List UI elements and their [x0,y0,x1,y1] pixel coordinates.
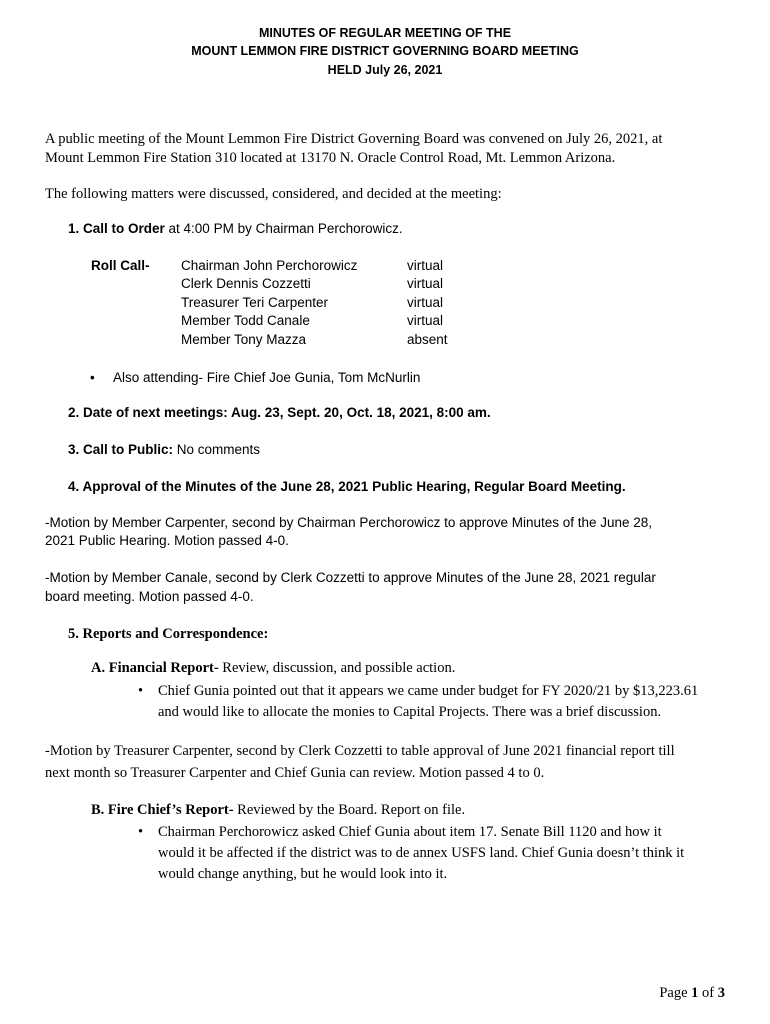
intro-paragraph-line1: A public meeting of the Mount Lemmon Fire District Governing Board was convened on July 26, 2021, at [45,131,663,147]
item-next-meetings: 2. Date of next meetings: Aug. 23, Sept. 20, Oct. 18, 2021, 8:00 am. [68,405,491,420]
item-call-to-public-label: 3. Call to Public: [68,442,174,457]
item-call-to-public [68,442,260,457]
fire-chief-report-label: B. Fire Chief’s Report- [91,802,234,818]
roll-call-member-name: Member Tony Mazza [181,332,307,347]
also-attending-text: Also attending- Fire Chief Joe Gunia, Tom McNurlin [113,370,421,385]
motion-financial-report-line1: -Motion by Treasurer Carpenter, second by Clerk Cozzetti to table approval of June 2021 financial report till [45,743,675,759]
fire-chief-report-text: Reviewed by the Board. Report on file. [233,802,466,818]
financial-report-bullet-line2: and would like to allocate the monies to Capital Projects. There was a brief discussion. [158,704,662,720]
document-title-line3: HELD July 26, 2021 [327,63,443,77]
bullet-icon: • [138,683,144,699]
page-current: 1 [691,985,699,1001]
fire-chief-bullet-line1: Chairman Perchorowicz asked Chief Gunia about item 17. Senate Bill 1120 and how it [158,824,662,840]
of-word: of [698,985,718,1001]
roll-call-member-name: Chairman John Perchorowicz [181,258,358,273]
roll-call-member-name: Clerk Dennis Cozzetti [181,276,311,291]
fire-chief-bullet-line3: would change anything, but he would look into it. [158,866,448,882]
roll-call-member-status: virtual [407,276,444,291]
motion-regular-meeting-line1: -Motion by Member Canale, second by Clerk Cozzetti to approve Minutes of the June 28, 2021 regular [45,570,656,585]
financial-report-bullet-line1: Chief Gunia pointed out that it appears we came under budget for FY 2020/21 by $13,223.61 [158,683,699,699]
motion-regular-meeting-line2: board meeting. Motion passed 4-0. [45,589,254,604]
bullet-icon: • [90,370,95,385]
intro-paragraph-line2: Mount Lemmon Fire Station 310 located at 13170 N. Oracle Control Road, Mt. Lemmon Arizona. [45,150,616,166]
roll-call-member-status: virtual [407,258,444,273]
financial-report-text: Review, discussion, and possible action. [218,660,456,676]
page-number [659,985,725,1002]
roll-call-member-status: virtual [407,313,444,328]
page-total: 3 [717,985,725,1001]
roll-call-member-status: virtual [407,295,444,310]
roll-call-member-name: Member Todd Canale [181,313,310,328]
motion-public-hearing-line1: -Motion by Member Carpenter, second by Chairman Perchorowicz to approve Minutes of the June 28, [45,515,653,530]
roll-call-member-status: absent [407,332,448,347]
roll-call-member-name: Treasurer Teri Carpenter [181,295,329,310]
item-call-to-order-text: at 4:00 PM by Chairman Perchorowicz. [164,221,403,236]
item-approval-of-minutes: 4. Approval of the Minutes of the June 28, 2021 Public Hearing, Regular Board Meeting. [68,479,626,494]
intro-matters-line: The following matters were discussed, considered, and decided at the meeting: [45,186,502,202]
motion-public-hearing-line2: 2021 Public Hearing. Motion passed 4-0. [45,533,289,548]
item-reports-correspondence: 5. Reports and Correspondence: [68,626,269,642]
item-call-to-order-label: 1. Call to Order [68,221,165,236]
page-word: Page [659,985,692,1001]
item-call-to-order [68,221,403,236]
document-title-line2: MOUNT LEMMON FIRE DISTRICT GOVERNING BOARD MEETING [191,44,579,58]
financial-report-heading [91,660,455,677]
roll-call-label: Roll Call- [91,258,150,273]
document-title-line1: MINUTES OF REGULAR MEETING OF THE [258,26,512,40]
financial-report-label: A. Financial Report- [91,660,219,676]
motion-financial-report-line2: next month so Treasurer Carpenter and Chief Gunia can review. Motion passed 4 to 0. [45,765,545,781]
fire-chief-report-heading [91,802,465,819]
bullet-icon: • [138,824,144,840]
fire-chief-bullet-line2: would it be affected if the district was to de annex USFS land. Chief Gunia doesn’t think it [158,845,685,861]
item-call-to-public-text: No comments [173,442,261,457]
